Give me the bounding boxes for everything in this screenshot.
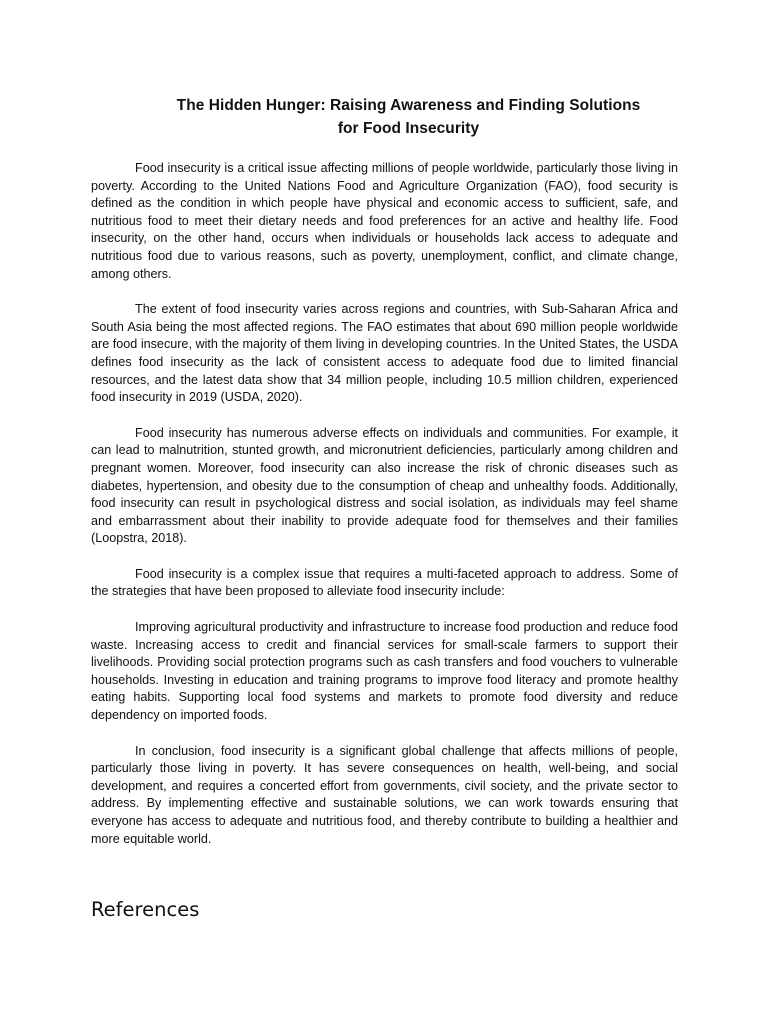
paragraph-extent: The extent of food insecurity varies across regions and countries, with Sub-Saharan Africa and South Asia being the most affected regions. The FAO estimates that about 690 million people worldwide are food insecure, with the majority of them living in developing countries. In the United States, the USDA defines food insecurity as the lack of consistent access to adequate food due to limited financial resources, and the latest data show that 34 million people, including 10.5 million children, experienced food insecurity in 2019 (USDA, 2020). (91, 302, 678, 405)
document-title (91, 94, 678, 140)
paragraph-introduction: Food insecurity is a critical issue affecting millions of people worldwide, particularly those living in poverty. According to the United Nations Food and Agriculture Organization (FAO), food security is defined as the condition in which people have physical and economic access to sufficient, safe, and nutritious food to meet their dietary needs and food preferences for an active and healthy life. Food insecurity, on the other hand, occurs when individuals or households lack access to adequate and nutritious food due to various reasons, such as poverty, unemployment, conflict, and climate change, among others. (91, 161, 678, 281)
references-heading: References (91, 898, 200, 921)
paragraph-effects: Food insecurity has numerous adverse effects on individuals and communities. For example, it can lead to malnutrition, stunted growth, and micronutrient deficiencies, particularly among children and pregnant women. Moreover, food insecurity can also increase the risk of chronic diseases such as diabetes, hypertension, and obesity due to the consumption of cheap and unhealthy foods. Additionally, food insecurity can result in psychological distress and social isolation, as individuals may feel shame and embarrassment about their inability to provide adequate food for themselves and their families (Loopstra, 2018). (91, 425, 678, 546)
paragraph-strategies: Improving agricultural productivity and infrastructure to increase food production and reduce food waste. Increasing access to credit and financial services for small-scale farmers to support their livelihoods. Providing social protection programs such as cash transfers and food vouchers to vulnerable households. Investing in education and training programs to improve food literacy and promote healthy eating habits. Supporting local food systems and markets to promote food diversity and reduce dependency on imported foods. (91, 620, 678, 723)
paragraph-conclusion: In conclusion, food insecurity is a significant global challenge that affects millions of people, particularly those living in poverty. It has severe consequences on health, well-being, and social development, and requires a concerted effort from governments, civil society, and the private sector to address. By implementing effective and sustainable solutions, we can work towards ensuring that everyone has access to adequate and nutritious food, and thereby contribute to building a healthier and more equitable world. (91, 743, 678, 846)
document-body (91, 160, 678, 866)
paragraph-strategies-intro: Food insecurity is a complex issue that requires a multi-faceted approach to address. Some of the strategies that have been proposed to alleviate food insecurity include: (91, 566, 678, 599)
document-title-line-1: The Hidden Hunger: Raising Awareness and Finding Solutions (176, 97, 641, 114)
document-title-line-2: for Food Insecurity (337, 120, 480, 137)
